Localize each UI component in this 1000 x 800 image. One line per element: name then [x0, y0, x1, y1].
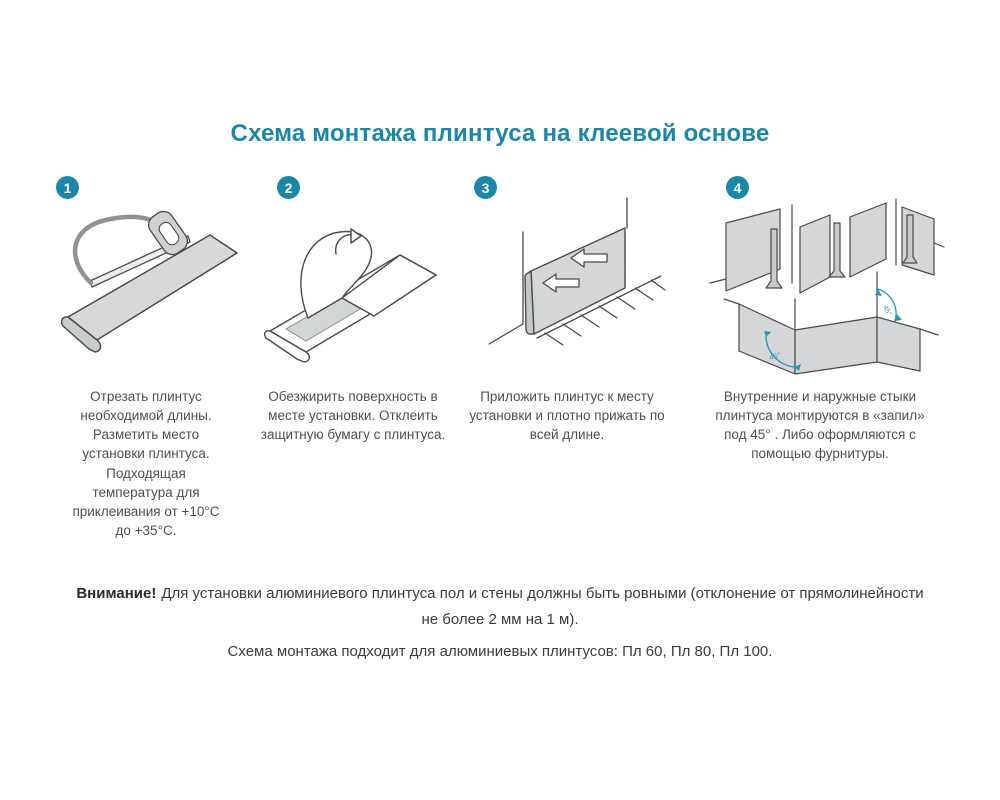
mitered-corners-shape — [724, 272, 938, 374]
page-title: Схема монтажа плинтуса на клеевой основе — [230, 120, 770, 147]
step-2-caption: Обезжирить поверхность в месте установки. Отклеить защитную бумагу с плинтуса. — [260, 389, 446, 443]
angle-45-label: 45° — [768, 350, 782, 362]
hacksaw-cutting-plinth-icon — [40, 199, 252, 381]
step-1-number-badge: 1 — [56, 176, 79, 199]
warning-label: Внимание! — [76, 585, 157, 602]
warning-text: Для установки алюминиевого плинтуса пол и стены должны быть ровными (отклонение от прямолинейности не более 2 мм на 1 м). — [161, 585, 924, 629]
corner-fittings-shape — [710, 199, 944, 293]
step-3 — [456, 176, 678, 444]
step-4-caption: Внутренние и наружные стыки плинтуса монтируются в «запил» под 45° . Либо оформляются с помощью фурнитуры. — [715, 389, 925, 462]
plinth-with-adhesive-shape — [265, 232, 436, 362]
step-2 — [250, 176, 456, 444]
corner-joints-45-degree-icon — [694, 199, 946, 381]
step-1 — [40, 176, 252, 540]
warning-note — [70, 581, 930, 634]
plinth-board-shape — [62, 235, 237, 352]
angle-45-label: 45° — [881, 304, 893, 318]
step-1-caption: Отрезать плинтус необходимой длины. Разметить место установки плинтуса. Подходящая температура для приклеивания от +10°С до +35°С. — [72, 389, 220, 539]
step-2-number-badge: 2 — [277, 176, 300, 199]
peeling-protective-paper-icon — [250, 199, 456, 381]
step-3-caption: Приложить плинтус к месту установки и плотно прижать по всей длине. — [469, 389, 665, 443]
step-4 — [694, 176, 946, 464]
step-4-number-badge: 4 — [726, 176, 749, 199]
compatibility-note: Схема монтажа подходит для алюминиевых плинтусов: Пл 60, Пл 80, Пл 100. — [227, 643, 773, 660]
step-3-number-badge: 3 — [474, 176, 497, 199]
pressing-plinth-to-wall-icon — [467, 176, 667, 358]
